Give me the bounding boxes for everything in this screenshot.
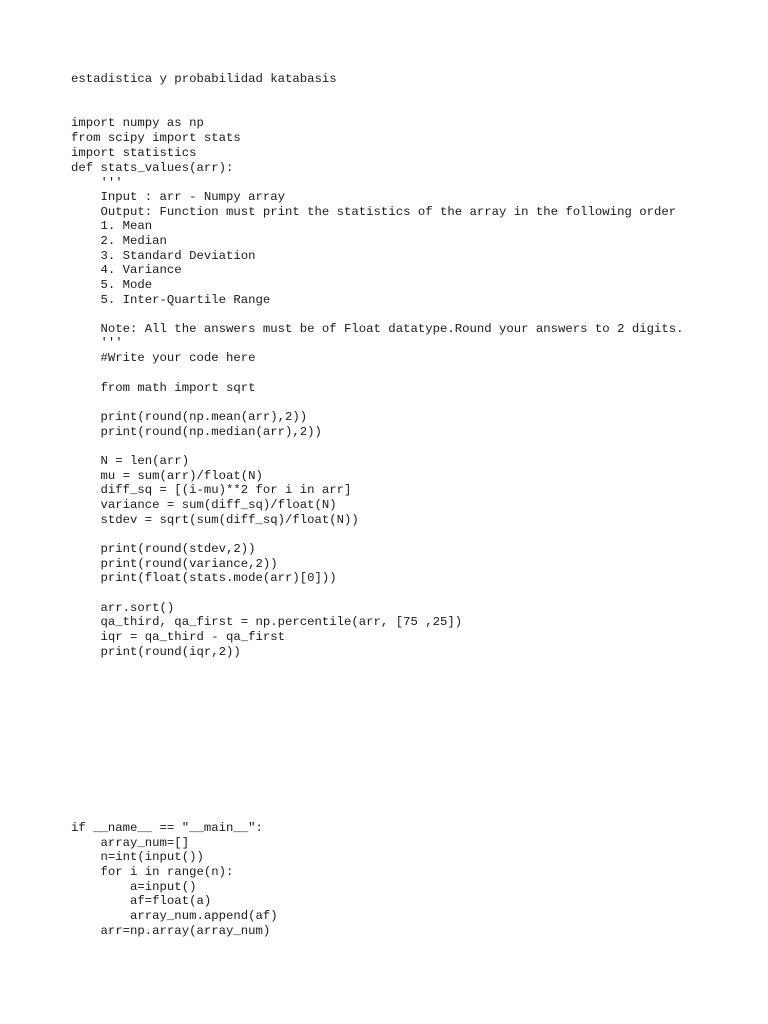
code-line: 5. Mode [71,278,153,292]
code-line: 3. Standard Deviation [71,249,256,263]
code-line: mu = sum(arr)/float(N) [71,469,263,483]
code-line: array_num.append(af) [71,909,278,923]
code-line: print(float(stats.mode(arr)[0])) [71,571,337,585]
code-line: import statistics [71,146,197,160]
code-line: if __name__ == "__main__": [71,821,263,835]
code-line: def stats_values(arr): [71,161,234,175]
code-line: print(round(stdev,2)) [71,542,256,556]
code-line: Input : arr - Numpy array [71,190,286,204]
code-line: 5. Inter-Quartile Range [71,293,271,307]
code-line: iqr = qa_third - qa_first [71,630,286,644]
code-line: print(round(np.median(arr),2)) [71,425,322,439]
code-line: ''' [71,176,123,190]
code-line: ''' [71,336,123,350]
code-line: a=input() [71,880,197,894]
code-line: #Write your code here [71,351,256,365]
code-line: print(round(np.mean(arr),2)) [71,410,308,424]
code-line: array_num=[] [71,836,190,850]
code-line: 2. Median [71,234,167,248]
code-line: from math import sqrt [71,381,256,395]
code-line: 4. Variance [71,263,182,277]
code-line: for i in range(n): [71,865,234,879]
code-line: af=float(a) [71,894,212,908]
code-line: n=int(input()) [71,850,204,864]
code-line: stdev = sqrt(sum(diff_sq)/float(N)) [71,513,359,527]
code-line: print(round(iqr,2)) [71,645,241,659]
code-line: import numpy as np [71,116,204,130]
code-line: print(round(variance,2)) [71,557,278,571]
code-line: diff_sq = [(i-mu)**2 for i in arr] [71,483,352,497]
code-line: Note: All the answers must be of Float datatype.Round your answers to 2 digits. [71,322,684,336]
code-line: arr.sort() [71,601,175,615]
code-line: variance = sum(diff_sq)/float(N) [71,498,337,512]
code-line: from scipy import stats [71,131,241,145]
code-line: 1. Mean [71,219,153,233]
code-line: Output: Function must print the statistics of the array in the following order [71,205,677,219]
code-line: N = len(arr) [71,454,190,468]
document-title: estadistica y probabilidad katabasis [71,72,337,86]
code-line: arr=np.array(array_num) [71,924,271,938]
code-line: qa_third, qa_first = np.percentile(arr, [75 ,25]) [71,615,463,629]
